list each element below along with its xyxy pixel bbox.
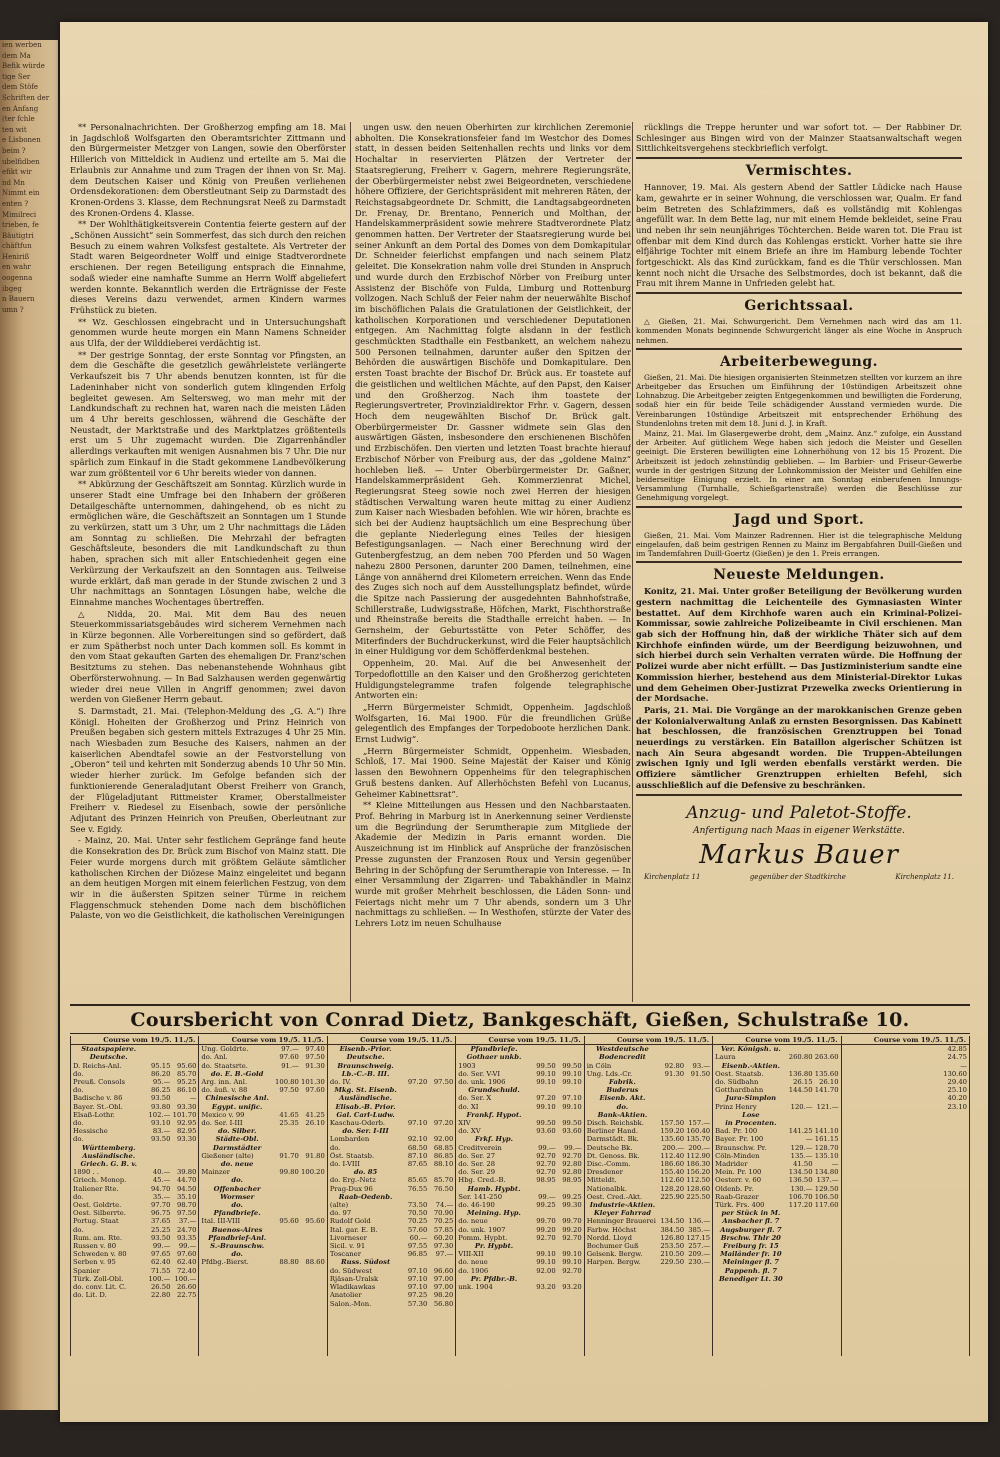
stock-row: Darmstädt. Bk. 135.60 135.70 [586, 1135, 711, 1144]
strip-fragment: Nimmt ein [2, 189, 40, 198]
stock-row: do. Ser. V-VI 99.10 99.10 [458, 1069, 582, 1078]
stock-row: Prag-Dux 96 76.55 76.50 [329, 1184, 454, 1193]
article-text: ** Personalnachrichten. Der Großherzog empfing am 18. Mai in Jagdschloß Wolfsgarten den Oberamtsrichter Zittmann und den Bürgermeister Metzger von Langen, sowie den Oberförster Hillerich von Mitteldick in Audienz und erteilte am 5. Mai die Erlaubnis zur Annahme und zum Tragen der ihnen von Sr. Maj. dem Deutschen Kaiser und König von Preußen verliehenen Ordensdekorationen: dem Oberstleutnant Seip zu Darmstadt des Kronen-Ordens 3. Klasse, dem Rechnungsrat Neeß zu Darmstadt des Kronen-Ordens 4. Klasse. [70, 122, 346, 218]
stock-column-header: Course vom 19./5. 11./5. [456, 1036, 583, 1045]
stock-row: Ausländische. [82, 1151, 136, 1160]
stock-row: do. 93.50 93.30 [73, 1135, 197, 1144]
stock-row: Raab-Oedenb. [338, 1192, 393, 1201]
strip-fragment: en Anfang [2, 104, 39, 113]
newspaper-page [60, 22, 988, 1422]
stock-row: do. Südwest 97.10 96.60 [329, 1266, 454, 1275]
strip-fragment: ten wit [2, 125, 27, 134]
stock-row: Freiburg fr. 15 [723, 1242, 779, 1251]
stock-row: Disch. Reichsbk. 157.50 157.— [586, 1119, 711, 1128]
stock-row: Pfandbriefe. [213, 1209, 261, 1218]
strip-fragment: efikt wir [2, 168, 32, 177]
article-text: ** Der gestrige Sonntag, der erste Sonntag vor Pfingsten, an dem die Geschäfte die gesetzlich gewährleistete verlängerte Verkaufszeit bis 7 Uhr abends benutzen konnten, ist für die Ladeninhaber nicht von sonderlich gutem klingenden Erfolg begleitet gewesen. Am Seltersweg, wo man mehr mit der Landkundschaft zu rechnen hat, waren nach die meisten Läden um 4 Uhr bereits geschlossen, während die Geschäfte der Neustadt, der Marktstraße und des Marktplatzes größtenteils erst um 5 Uhr zugemacht wurden. Die Zigarrenhändler allerdings verkauften mit wenigen Ausnahmen bis 7 Uhr. Die nur spärlich zum Einkauf in die Stadt gekommene Landbevölkerung war zum größtenteil vor 6 Uhr bereits wieder von dannen. [70, 349, 346, 478]
strip-fragment: ubelfidben [2, 157, 40, 166]
stock-row: Lose [742, 1110, 760, 1119]
strip-fragment: Heniriß [2, 252, 30, 261]
stock-row: Kleyer Fahrrad [593, 1209, 651, 1218]
stock-row: Farbw. Höchst 384.50 385.— [586, 1225, 711, 1234]
stock-row: per Stück in M. [721, 1209, 781, 1218]
stock-row: do. Silber. [217, 1127, 257, 1136]
stock-row: do. Erg.-Netz 85.65 85.70 [329, 1176, 454, 1185]
stock-row: do. [231, 1176, 243, 1185]
stock-row: Eisenb.-Aktien. [721, 1061, 780, 1070]
stock-row: do. 97 70.50 70.90 [329, 1209, 454, 1218]
stock-row: Pfandbriefe. [470, 1045, 518, 1054]
stock-row: do. neue 99.70 99.70 [458, 1217, 582, 1226]
stock-row: do. [231, 1250, 243, 1259]
stock-row: Oesterr. v. 60 136.50 137.— [715, 1176, 839, 1185]
stock-row: Pfandbrief-Anl. [208, 1233, 267, 1242]
stock-row: Bodencredit [599, 1053, 646, 1062]
stock-row: do. neue [220, 1160, 254, 1169]
column-divider [632, 122, 633, 1002]
stock-row: Pr. Pfdbr.-B. [470, 1274, 518, 1283]
stock-row: 23.10 [947, 1102, 967, 1111]
stock-row: Pomm. Hypbt. 92.70 92.70 [458, 1233, 582, 1242]
stock-row: Industrie-Aktien. [589, 1201, 656, 1210]
stock-row: (alte) 73.50 74.— [329, 1201, 454, 1210]
stock-row: Elsaß-Lothr. 102.— 101.70 [73, 1110, 197, 1119]
stock-row: Nordd. Lloyd 126.80 127.15 [586, 1233, 711, 1242]
stock-row: Meininger fl. 7 [722, 1258, 780, 1267]
stock-row: XIV 99.50 99.50 [458, 1119, 582, 1128]
stock-row: do. 46-190 99.25 99.30 [458, 1201, 582, 1210]
stock-row: do. 85 [353, 1168, 378, 1177]
strip-fragment: Mimilreci [2, 210, 37, 219]
stock-row: Russen v. 80 99.— 99.— [73, 1242, 197, 1251]
strip-fragment: Schriften der [2, 93, 50, 102]
stock-row: Lombarden 92.10 92.00 [329, 1135, 454, 1144]
article-text: ** Der Wohlthätigkeitsverein Contentia feierte gestern auf der „Schönen Aussicht“ sein Sommerfest, das sich durch den reichen Besuch zu einem wahren Volksfest gestaltete. Als Vertreter der Stadt waren Beigeordneter Wolff und einige Stadtverordnete erschienen. Der regen Beteiligung entsprach die Einnahme, sodaß wieder eine namhafte Summe an Herrn Wolff abgeliefert werden konnte. Bekanntlich werden die Erträgnisse der Feste dieses Vereins dazu verwendet, armen Kindern warmes Frühstück zu bieten. [70, 219, 346, 315]
stock-row: 42.85 [947, 1045, 967, 1054]
stock-row: Kaschau-Oderb. 97.10 97.20 [329, 1119, 454, 1128]
strip-fragment: trieben, fe [2, 221, 39, 230]
stock-row: Elisab.-B. Prior. [335, 1102, 396, 1111]
stock-row: do. unk. 1906 99.10 99.10 [458, 1078, 582, 1087]
stock-row: do. Lit. D. 22.80 22.75 [73, 1291, 197, 1300]
article-text: Mainz, 21. Mai. Im Glasergewerbe droht, dem „Mainz. Anz.“ zufolge, ein Ausstand der Arbeiter. Auf gütlichem Wege haben sich jedoch die Meister und Gesellen geeinigt. Die Ersteren bewilligten eine Lohnerhöhung von 12 bis 15 Prozent. Die Arbeitszeit ist jedoch zehnstündig geblieben. — Im Barbier- und Friseur-Gewerbe wurde in der gestrigen Sitzung der Lohnkommission der Meister und Gehilfen eine beiderseitige Einigung erzielt. In einer am Sonntag einberufenen Innungs-Versammlung (Turnhalle, Schießgartenstraße) werden die Beschlüsse zur Genehmigung vorgelegt. [636, 428, 962, 503]
article-text: Gießen, 21. Mai. Vom Mainzer Radrennen. Hier ist die telegraphische Meldung eingelaufen, daß beim gestrigen Rennen zu Mainz im Bergabfahren Duill-Gießen und im Tandemfahren Duill-Goertz (Gießen) je den 1. Preis errangen. [636, 530, 962, 558]
stock-row: do. Ser. 28 92.70 92.80 [458, 1160, 582, 1169]
stock-row: do. 35.— 35.10 [73, 1192, 197, 1201]
stock-row: do. 1906 92.00 92.70 [458, 1266, 582, 1275]
stock-row: Braunschweig. [337, 1061, 394, 1070]
stock-row: 29.40 [947, 1078, 967, 1087]
stock-row: do. Südbahn 26.15 26.10 [715, 1078, 839, 1087]
stock-row: Toscaner 96.85 97.— [329, 1250, 454, 1259]
article-text: - Mainz, 20. Mai. Unter sehr festlichem Gepränge fand heute die Konsekration des Dr. Brück zum Bischof von Mainz statt. Die Feier wurde morgens durch mit größtem Geläute sämtlicher katholischen Kirchen der Diözese Mainz eingeleitet und begann an dem heutigen Morgen mit einem feierlichen Festzug, von dem wir in die äußersten Spitzen seiner Türme in reichem Flaggenschmuck stehenden Dome nach dem bischöflichen Palaste, von wo die Geistlichkeit, die katholischen Vereinigungen [70, 835, 346, 921]
stock-row: Darmstädter [213, 1143, 262, 1152]
stock-row: Bochumer Guß 253.50 257.— [586, 1242, 711, 1251]
stock-row: Buderus [606, 1086, 639, 1095]
strip-fragment: dem Ma [2, 51, 31, 60]
article-text: Konitz, 21. Mai. Unter großer Beteiligung der Bevölkerung wurden gestern nachmittag die Leichenteile des Gymnasiasten Winter bestattet. Auf dem Kirchhofe waren auch ein Kriminal-Polizei-Kommissar, sowie zahlreiche Polizeibeamte in Civil erschienen. Man gab sich der Hoffnung hin, daß der wirkliche Thäter sich auf dem Kirchhofe einfinden würde, um der Beerdigung beizuwohnen, und sich hierbei durch sein Verhalten verraten würde. Die Hoffnung der Polizei wurde aber nicht erfüllt. — Das Justizministerium sandte eine Kommission hierher, bestehend aus dem Ministerial-Direktor Lukas und dem Geheimen Ober-Justizrat Przewelka zwecks Orientierung in der Mordsache. [636, 586, 962, 704]
stock-column [328, 1036, 456, 1356]
stock-row: do. XV 93.60 93.60 [458, 1127, 582, 1136]
stock-row: do. neue 99.10 99.10 [458, 1258, 582, 1267]
stock-column [585, 1036, 713, 1356]
stock-row: Dresdener 155.40 156.20 [586, 1168, 711, 1177]
stock-row: do. IV. 97.20 97.50 [329, 1078, 454, 1087]
section-heading: Arbeiterbewegung. [720, 353, 878, 370]
stock-row: Gießener (alte) 91.70 91.80 [201, 1151, 325, 1160]
strip-fragment: enten ? [2, 199, 29, 208]
stock-row: VIII-XII 99.10 99.10 [458, 1250, 582, 1259]
stock-row: Bad. Pr. 100 141.25 141.10 [715, 1127, 839, 1136]
section-heading: Gerichtssaal. [744, 298, 854, 315]
strip-fragment: dem Stöfe [2, 83, 39, 92]
ad-address: Kirchenplatz 11 gegenüber der Stadtkirche Kirchenplatz 11. [644, 872, 954, 881]
article-text: ** Kleine Mitteilungen aus Hessen und den Nachbarstaaten. Prof. Behring in Marburg ist in Anerkennung seiner Verdienste um die Begründung der Serumtherapie zum Mitgliede der Akademie der Medizin in Paris ernannt worden. Die Auszeichnung ist im Hinblick auf Ansprüche der französischen Presse zugunsten der Franzosen Roux und Yersin gegenüber Behring in der Schöpfung der Serumtherapie von Interesse. — In einer Versammlung der Zigarren- und Tabakhändler in Mainz wurde mit großer Mehrheit beschlossen, die Läden Sonn- und Feiertags nicht mehr um 7 Uhr abends, sondern um 3 Uhr nachmittags zu schließen. — In Westhofen, stürzte der Vater des Lehrers Lotz im neuen Schulhause [355, 800, 631, 929]
stock-row: Württemberg. [81, 1143, 136, 1152]
stock-row: in Procenten. [725, 1119, 777, 1128]
article-text: ** Wz. Geschlossen eingebracht und in Untersuchungshaft genommen wurde heute morgen ein Mann Namens Schneider aus Ulfa, der der Wilddieberei verdächtig ist. [70, 316, 346, 349]
stock-row: Oest. Silberrte. 96.75 97.50 [73, 1209, 197, 1218]
stock-row: Ung. Goldrte. 97.— 97.40 [201, 1045, 325, 1054]
section-heading: Jagd und Sport. [733, 511, 865, 528]
stock-row: Eisenb.-Prior. [339, 1045, 392, 1054]
ad-title: Anzug- und Paletot-Stoffe. [686, 802, 912, 823]
stock-column [456, 1036, 584, 1356]
stock-row: Rudolf Gold 70.25 70.25 [329, 1217, 454, 1226]
stock-row: Deutsche. [89, 1053, 128, 1062]
stock-row: Anatolier 97.25 98.20 [329, 1291, 454, 1300]
stock-row: Türk. Zoll-Obl. 100.— 100.— [73, 1274, 197, 1283]
stock-row: Gothaer unkb. [466, 1053, 522, 1062]
stock-row: Wladikawkas 97.10 97.00 [329, 1283, 454, 1292]
stock-column-header: Course vom 19./5. 11./5. [713, 1036, 840, 1045]
stock-row: Ung. Lds.-Cr. 91.30 91.50 [586, 1069, 711, 1078]
stock-row: do. 68.50 68.85 [329, 1143, 454, 1152]
stock-row: Rjäsan-Uralsk 97.10 97.00 [329, 1274, 454, 1283]
stock-row: Ansbacher fl. 7 [722, 1217, 780, 1226]
stock-column [713, 1036, 841, 1356]
strip-fragment: en wahr [2, 263, 31, 272]
stock-row: Pfdbg.-Bierst. 88.80 88.60 [201, 1258, 325, 1267]
article-text: Gießen, 21. Mai. Die hiesigen organisierten Steinmetzen stellten vor kurzem an ihre Arbeitgeber das Ersuchen um Einführung der 10stündigen Arbeitszeit ohne Lohnabzug. Die Arbeitgeber zeigten Entgegenkommen und bewilligten die Forderung, sodaß hier ein für beide Teile schädigender Ausstand vermieden wurde. Die Vereinbarungen 10stündige Arbeitszeit mit entsprechender Erhöhung des Stundenlohns treten mit dem 18. Juni d. J. in Kraft. [636, 372, 962, 428]
stock-row: unk. 1904 93.20 93.20 [458, 1283, 582, 1292]
stock-row: Jura-Simplon [725, 1094, 777, 1103]
stock-row: in Cöln 92.80 93.— [586, 1061, 711, 1070]
stock-row: Fabrik. [608, 1078, 636, 1087]
stock-row: Salon.-Mon. 57.30 56.80 [329, 1299, 454, 1308]
strip-fragment: ibgeg [2, 284, 22, 293]
stock-row: do. äuß. v. 88 97.50 97.60 [201, 1086, 325, 1095]
stock-row: Griech. Monop. 45.— 44.70 [73, 1176, 197, 1185]
stock-row: Deutsche Bk. 200.— 200.— [586, 1143, 711, 1152]
stock-row: Gotthardbahn 144.50 141.70 [715, 1086, 839, 1095]
stock-row: Bank-Aktien. [597, 1110, 648, 1119]
stock-row: Italiener Rte. 94.70 94.50 [73, 1184, 197, 1193]
stock-row: Mexico v. 99 41.65 41.25 [201, 1110, 325, 1119]
stock-row: Serben v. 95 62.40 62.40 [73, 1258, 197, 1267]
stock-row: do. Ser. 29 92.70 92.80 [458, 1168, 582, 1177]
stock-column-header: Course vom 19./5. 11./5. [585, 1036, 712, 1045]
stock-row: 1890 . . 40.— 39.80 [73, 1168, 197, 1177]
stock-row: Portug. Staat 37.65 37.— [73, 1217, 197, 1226]
stock-row: Benediger Lt. 30 [718, 1274, 783, 1283]
stock-row: Meining. Hyp. [467, 1209, 521, 1218]
stock-row: Ver. Königsh. u. [720, 1045, 781, 1054]
stock-row: Offenbacher [213, 1184, 261, 1193]
stock-row: Preuß. Consols 95.— 95.25 [73, 1078, 197, 1087]
strip-fragment: nd Mn [2, 178, 25, 187]
stock-row: Harpen. Bergw. 229.50 230.— [586, 1258, 711, 1267]
section-heading: Vermischtes. [745, 163, 853, 180]
stock-column [71, 1036, 199, 1356]
stock-row: Deutsche. [346, 1053, 385, 1062]
strip-fragment: n Bauern [2, 295, 35, 304]
stock-row: Brschw. Thlr 20 [720, 1233, 781, 1242]
stock-row: Sicil. v. 91 97.55 97.30 [329, 1242, 454, 1251]
strip-fragment: e Lisbonen [2, 136, 41, 145]
stock-row: S.-Braunschw. [210, 1242, 265, 1251]
stock-row: Prinz Henry 120.— 121.— [715, 1102, 839, 1111]
stock-row: do. Ser. I-III 25.35 26.10 [201, 1119, 325, 1128]
stock-row: Hessische 83.— 82.95 [73, 1127, 197, 1136]
stock-row: Hbg. Cred.-B. 98.95 98.95 [458, 1176, 582, 1185]
stock-row: Buenos-Aires [211, 1225, 263, 1234]
stock-row: — [960, 1061, 967, 1070]
stock-column-header: Course vom 19./5. 11./5. [842, 1036, 969, 1045]
stock-row: Mailänder fr. 10 [720, 1250, 782, 1259]
strip-fragment: beim ? [2, 146, 26, 155]
column-1 [70, 122, 346, 1002]
stock-row: Braunschw. Pr. 129.— 128.70 [715, 1143, 839, 1152]
stock-row: do. 25.25 24.70 [73, 1225, 197, 1234]
stock-row: Gelsenk. Bergw. 210.50 209.— [586, 1250, 711, 1259]
stock-row: Creditverein 99.— 99.— [458, 1143, 582, 1152]
stock-row: Mitteldt. 112.60 112.50 [586, 1176, 711, 1185]
stock-row: Oest. Goldrte. 97.70 98.70 [73, 1201, 197, 1210]
stock-row: Augsburger fl. 7 [720, 1225, 782, 1234]
stock-row: Hamb. Hypbt. [467, 1184, 521, 1193]
stock-row: do. 86.20 85.70 [73, 1069, 197, 1078]
strip-fragment: ien werben [2, 41, 42, 49]
stock-row: do. unk. 1907 99.20 99.20 [458, 1225, 582, 1234]
stock-row: Bayer. Pr. 100 — 161.15 [715, 1135, 839, 1144]
article-text: ungen usw. den neuen Oberhirten zur kirchlichen Zeremonie abholten. Die Konsekrationsfeier fand im Westchor des Domes statt, in dessen beiden Seitenhallen rechts und links vor dem Hochaltar in reservierten Plätzen der Vertreter der Staatsregierung, Freiherr v. Gagern, mehrere Regierungsräte, der Oberbürgermeister nebst zwei Beigeordneten, verschiedene höhere Offiziere, der Gerichtspräsident mit mehreren Räten, der Reichstagsabgeordnete Dr. Schmitt, die Landtagsabgeordneten Dr. Frenay, Dr. Brentano, Pennerich und Molthan, der Handelskammerpräsident sowie mehrere Stadtverordnete Platz genommen hatten. Der Vertreter der Staatsregierung wurde bei seiner Ankunft an dem Portal des Domes von dem Domkapitular Dr. Schneider feierlichst empfangen und nach seinem Platz geleitet. Die Konsekration nahm volle drei Stunden in Anspruch und wurde durch den Erzbischof Nörber von Freiburg unter Assistenz der Bischöfe von Fulda, Limburg und Rottenburg vollzogen. Nach Schluß der Feier nahm der neuerwählte Bischof im bischöflichen Palais die Gratulationen der Geistlichkeit, der katholischen Korporationen und verschiedener Deputationen entgegen. Am Nachmittag folgte alsdann in der festlich geschmückten Stadthalle ein Festbankett, an welchem nahezu 500 Personen teilnahmen, darunter außer den Spitzen der Behörden die auswärtigen Bischöfe und Domkapitulare. Den ersten Toast brachte der Bischof Dr. Brück aus. Er toastete auf die geistlichen und weltlichen Mächte, auf den Papst, den Kaiser und den Großherzog. Nach ihm toastete der Regierungsvertreter, Provinzialdirektor Frhr. v. Gagern, dessen Hoch dem neugewählten Bischof Dr. Brück galt. Oberbürgermeister Dr. Gassner widmete sein Glas den auswärtigen Gästen, insbesondere den erschienenen Bischöfen und Erzbischöfen. Den vierten und letzten Toast brachte hierauf Erzbischof Nörber von Freiburg aus, der das „goldene Mainz“ hochleben ließ. — Unter Oberbürgermeister Dr. Gaßner, Handelskammerpräsident Geh. Kommerzienrat Michel, Regierungsrat Steeg sowie noch zwei Herren der hiesigen städtischen Verwaltung waren heute mittag zu einer Audienz zum Kaiser nach Wiesbaden befohlen. Wie wir hören, brachte es sich bei der Audienz hauptsächlich um eine Besprechung über die geplante Niederlegung eines Teiles der hiesigen Befestigungsanlagen. — Nach einer Berechnung wird der Gutenbergfestzug, an dem neben 700 Pferden und 50 Wagen nahezu 2800 Personen, darunter 200 Damen, teilnehmen, eine Länge von annähernd drei Kilometern erreichen. Wenn das Ende des Zuges sich noch auf dem Ausstellungsplatz befindet, würde die Spitze nach Passierung der ausgedehnten Bahnhofstraße, Schillerstraße, Ludwigsstraße, Höfchen, Markt, Fischthorstraße und Rheinstraße bereits die Stadthalle erreicht haben. — In Gernsheim, der Geburtsstätte von Peter Schöffer, des Miterfinders der Buchdruckerkunst, wird die Feier hauptsächlich in einer Huldigung vor dem Schöfferdenkmal bestehen. [355, 122, 631, 657]
strip-fragment: umn ? [2, 305, 24, 314]
stock-row: 24.75 [947, 1053, 967, 1062]
strip-fragment: chäftfun [2, 242, 32, 251]
stock-row: Ausländische. [339, 1094, 393, 1103]
stock-row: Oldenb. Pr. 130.— 129.50 [715, 1184, 839, 1193]
stock-report-table [70, 1036, 970, 1356]
stock-row: Badische v. 86 93.50 — [73, 1094, 197, 1103]
stock-row: Madrider 41.50 — [715, 1160, 839, 1169]
stock-row: Öst. Staatsb. 87.10 86.85 [329, 1151, 454, 1160]
stock-row: do. Staatsrte. 91.— 91.30 [201, 1061, 325, 1070]
strip-fragment: (ter fchle [2, 115, 35, 124]
strip-fragment: tige Ser [2, 72, 31, 81]
stock-row: Ser. 141-250 99.— 99.25 [458, 1192, 582, 1201]
stock-column-header: Course vom 19./5. 11./5. [328, 1036, 455, 1045]
stock-row: Mainzer 99.80 100.20 [201, 1168, 325, 1177]
stock-row: do. XI 99.10 99.10 [458, 1102, 582, 1111]
stock-row: Pappenh. fl. 7 [724, 1266, 777, 1275]
stock-row: do. 86.25 86.10 [73, 1086, 197, 1095]
adjacent-page-strip [0, 40, 58, 1410]
stock-row: do. I-VIII 87.65 88.10 [329, 1160, 454, 1169]
stock-row: 25.10 [947, 1086, 967, 1095]
article-text: Hannover, 19. Mai. Als gestern Abend der Sattler Lüdicke nach Hause kam, gewahrte er in seiner Wohnung, die verschlossen war, Qualm. Er fand beim Betreten des Schlafzimmers, daß es vollständig mit Kohlengas angefüllt war. In dem Bette lag, nur mit einem Hemde bekleidet, seine Frau und neben ihr sein neunjähriges Töchterchen. Beide waren tot. Die Frau ist offenbar mit dem Kind durch das Kohlengas erstickt. Vorher hatte sie ihre elfjährige Tochter mit einem Briefe an ihre im Hamburg lebende Tochter fortgeschickt. Als das Kind zurückkam, fand es die Thür verschlossen. Man kennt noch nicht die Ursache des Selbstmordes, doch ist bekannt, daß die Frau mit ihrem Manne in Unfrieden gelebt hat. [636, 182, 962, 289]
column-3 [636, 122, 962, 1002]
stock-column [842, 1036, 970, 1356]
stock-row: Raab-Grazer 106.70 106.50 [715, 1192, 839, 1201]
ad-name: Markus Bauer [699, 839, 899, 870]
stock-report-title: Coursbericht von Conrad Dietz, Bankgeschäft, Gießen, Schulstraße 10. [70, 1004, 970, 1034]
stock-row: D. Reichs-Anl. 95.15 95.60 [73, 1061, 197, 1070]
stock-row: Schweden v. 80 97.65 97.60 [73, 1250, 197, 1259]
stock-row: Mkg. St. Eisenb. [334, 1086, 397, 1095]
stock-row: do. Ser. I-III [342, 1127, 389, 1136]
article-text: „Herrn Bürgermeister Schmidt, Oppenheim. Wiesbaden, Schloß, 17. Mai 1900. Seine Majestät der Kaiser und König lassen den Bewohnern Oppenheims für den telegraphischen Gruß bestens danken. Auf Allerhöchsten Befehl von Lucanus, Geheimer Kabinettsrat“. [355, 745, 631, 799]
stock-column-header: Course vom 19./5. 11./5. [71, 1036, 198, 1045]
article-text: △ Gießen, 21. Mai. Schwurgericht. Dem Vernehmen nach wird das am 11. kommenden Monats beginnende Schwurgericht länger als eine Woche in Anspruch nehmen. [636, 317, 962, 345]
stock-row: Türk. Frs. 400 117.20 117.60 [715, 1201, 839, 1210]
stock-row: do. 93.10 92.95 [73, 1119, 197, 1128]
stock-row: Nationalbk. 128.20 128.60 [586, 1184, 711, 1193]
article-text: ** Abkürzung der Geschäftszeit am Sonntag. Kürzlich wurde in unserer Stadt eine Umfrage bei den Inhabern der größeren Detailgeschäfte unternommen, dahingehend, ob es nicht zu ermöglichen wäre, die Geschäftszeit an Sonntagen um 1 Stunde zu verkürzen, statt um 3 Uhr, um 2 Uhr nachmittags die Läden am Sonntag zu schließen. Die Mehrzahl der befragten Geschäftsleute, besonders die mit Landkundschaft zu thun haben, sprachen sich mit aller Entschiedenheit gegen eine Verkürzung der Verkaufszeit an den Sonntagen aus. Teilweise wurde erklärt, daß man gerade in der Stunde zwischen 2 und 3 Uhr nachmittags an Sonntagen Lösungen habe, welche die Einnahme manches Wochentages übertreffen. [70, 479, 346, 607]
stock-row: do. E. B.-Gold [210, 1069, 264, 1078]
stock-row: Henninger Brauerei 134.50 136.— [586, 1217, 711, 1226]
article-text: rücklings die Treppe herunter und war sofort tot. — Der Rabbiner Dr. Schlesinger aus Bingen wird von der Mainzer Staatsanwaltschaft wegen Sittlichkeitsvergehens steckbrieflich verfolgt. [636, 122, 962, 154]
stock-row: Oest. Staatsb. 136.80 135.60 [715, 1069, 839, 1078]
article-columns [70, 122, 970, 1002]
strip-fragment: Befik würde [2, 62, 45, 71]
stock-row: 1903 99.50 99.50 [458, 1061, 582, 1070]
stock-row: Ital. gar. E. B. 57.60 57.85 [329, 1225, 454, 1234]
stock-row: 130.60 [943, 1069, 967, 1078]
stock-row: Spanier 71.55 72.40 [73, 1266, 197, 1275]
article-text: Paris, 21. Mai. Die Vorgänge an der marokkanischen Grenze geben der Kolonialverwaltung Anlaß zu ernsten Besorgnissen. Das Kabinett hat beschlossen, die französischen Grenztruppen bei Tonad neuerdings zu verstärken. Ein Bataillon algerischer Schützen ist nach Ain Seura abgesandt worden. Die Truppen-Abteilungen zwischen Igniy und Igli werden ebenfalls verstärkt werden. Die Offiziere sämtlicher Grenztruppen erhielten Befehl, sich ausschließlich auf die Defensive zu beschränken. [636, 704, 962, 790]
stock-row: do. conv. Lit. C. 26.50 26.60 [73, 1283, 197, 1292]
advertisement [636, 802, 962, 883]
stock-row: Gal. Carl-Ludw. [336, 1110, 395, 1119]
stock-row: Dt. Genoss. Bk. 112.40 112.90 [586, 1151, 711, 1160]
stock-row: Eisenb. Akt. [599, 1094, 646, 1103]
stock-row: do. [231, 1201, 243, 1210]
stock-row: Rum. am. Rte. 93.50 93.35 [73, 1233, 197, 1242]
strip-fragment: Bäutigtri [2, 231, 34, 240]
stock-row: Russ. Südost [341, 1258, 391, 1267]
stock-row: Grundschuld. [468, 1086, 520, 1095]
stock-column [199, 1036, 327, 1356]
stock-row: Oest. Cred.-Akt. 225.90 225.50 [586, 1192, 711, 1201]
stock-row: Städte-Obl. [215, 1135, 259, 1144]
stock-row: do. [616, 1102, 629, 1111]
stock-row: 40.20 [947, 1094, 967, 1103]
article-text: S. Darmstadt, 21. Mai. (Telephon-Meldung des „G. A.“) Ihre Königl. Hoheiten der Großherzog und Prinz Heinrich von Preußen begaben sich gestern mittels Extrazuges 4 Uhr 25 Min. nach Wiesbaden zum Besuche des Kaisers, nahmen an der kaiserlichen Abendtafel sowie an der Festvorstellung von „Oberon“ teil und kehrten mit Sonderzug abends 10 Uhr 50 Min. wieder hierher zurück. Im Gefolge befanden sich der funktionierende Generaladjutant Oberst Freiherr von Granch, der Flügeladjutant Rittmeister Kramer, Oberstallmeister Freiherr v. Riedesel zu Eisenbach, sowie der persönliche Adjutant des Prinzen Heinrich von Preußen, Oberleutnant zur See v. Egidy. [70, 705, 346, 834]
stock-row: Mein. Pr. 100 134.50 134.80 [715, 1168, 839, 1177]
stock-row: Arg. inn. Anl. 100.80 101.30 [201, 1078, 325, 1087]
stock-row: Chinesische Anl. [205, 1094, 269, 1103]
stock-row: Lb.-C.-B. III. [341, 1069, 390, 1078]
stock-row: Berliner Hand. 159.20 160.40 [586, 1127, 711, 1136]
article-text: „Herrn Bürgermeister Schmidt, Oppenheim. Jagdschloß Wolfsgarten, 16. Mai 1900. Für die freundlichen Grüße gelegentlich des Empfanges der Torpedoboote herzlichen Dank. Ernst Ludwig“. [355, 701, 631, 745]
stock-row: Frkf. Hyp. [475, 1135, 513, 1144]
column-2 [355, 122, 631, 1002]
stock-row: Egypt. unific. [211, 1102, 263, 1111]
stock-row: Cöln-Minden 135.— 135.10 [715, 1151, 839, 1160]
stock-row: Livorneser 60.— 60.20 [329, 1233, 454, 1242]
stock-column-header: Course vom 19./5. 11./5. [199, 1036, 326, 1045]
strip-fragment: oogenna [2, 274, 33, 283]
stock-row: Frankf. Hypot. [466, 1110, 522, 1119]
stock-row: Wormser [220, 1192, 255, 1201]
stock-row: Disc.-Comm. 186.60 186.30 [586, 1160, 711, 1169]
stock-row: do. Ser. 27 92.70 92.70 [458, 1151, 582, 1160]
stock-row: Staatspapiere. [81, 1045, 137, 1054]
stock-row: Pr. Hypbt. [474, 1242, 514, 1251]
article-text: Oppenheim, 20. Mai. Auf die bei Anwesenheit der Torpedoflottille an den Kaiser und den Großherzog gerichteten Huldigungstelegramme trafen folgende telegraphische Antworten ein: [355, 658, 631, 701]
section-heading: Neueste Meldungen. [713, 567, 885, 584]
stock-row: Westdeutsche [596, 1045, 649, 1054]
stock-row: Bayer. St.-Obl. 93.80 93.30 [73, 1102, 197, 1111]
column-divider [350, 122, 351, 1002]
stock-row: Ital. III-VIII 95.60 95.60 [201, 1217, 325, 1226]
stock-row: Griech. G. B. v. [80, 1160, 137, 1169]
stock-row: do. Anl. 97.60 97.50 [201, 1053, 325, 1062]
stock-row: Laura 260.80 263.60 [715, 1053, 839, 1062]
ad-subtitle: Anfertigung nach Maas in eigener Werkstätte. [693, 825, 905, 836]
article-text: △ Nidda, 20. Mai. Mit dem Bau des neuen Steuerkommissariatsgebäudes wird sicherem Vernehmen nach in Kürze begonnen. Alle Vorbereitungen sind so gefördert, daß er zum Spätherbst noch unter Dach kommen soll. Es kommt in den vom Staat gekauften Garten des ehemaligen Dr. Franz'schen Besitztums zu stehen. Das nebenanstehende Wohnhaus gibt Oberförsterwohnung. — In Bad Salzhausen werden gegenwärtig wieder drei neue Villen in Angriff genommen; zwei davon werden von Gießener Herrn gebaut. [70, 608, 346, 705]
stock-row: do. Ser. X 97.20 97.10 [458, 1094, 582, 1103]
